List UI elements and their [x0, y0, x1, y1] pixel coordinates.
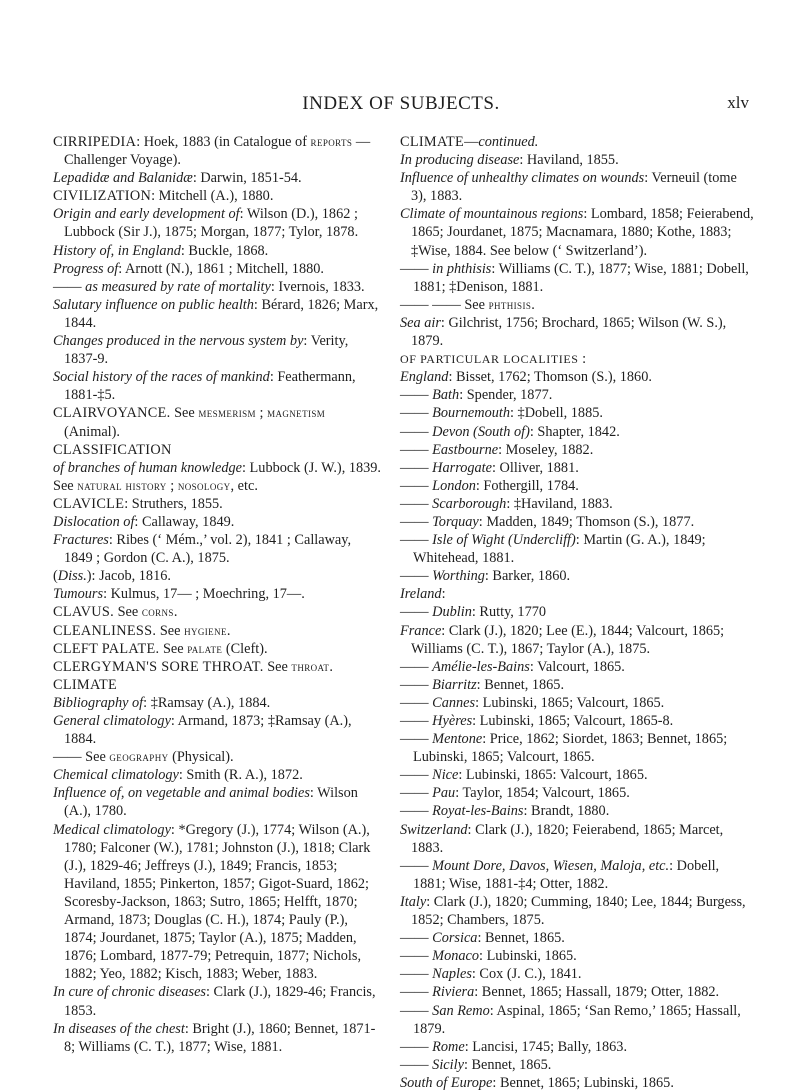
index-entry: —— —— See phthisis. — [400, 296, 535, 313]
index-entry: OF PARTICULAR LOCALITIES : — [400, 351, 587, 368]
index-entry: Dislocation of: Callaway, 1849. — [53, 513, 235, 530]
index-entry: CLASSIFICATION — [53, 441, 172, 458]
index-entry: —— Royat-les-Bains: Brandt, 1880. — [400, 803, 610, 820]
index-entry: Influence of unhealthy climates on wounds: Verneuil (tome 3), 1883. — [400, 170, 737, 205]
index-entry: —— Riviera: Bennet, 1865; Hassall, 1879; Otter, 1882. — [400, 984, 720, 1001]
index-entry: —— Harrogate: Olliver, 1881. — [400, 459, 579, 476]
index-entry: Lepadidæ and Balanidæ: Darwin, 1851-54. — [53, 170, 302, 187]
index-entry: Medical climatology: *Gregory (J.), 1774; Wilson (A.), 1780; Falconer (W.), 1781; Johnston (J.), 1818; Clark (J.), 1829-46; Jeffreys (J.), 1849; Francis, 1853; Haviland, 1855; Pinkerton, 1857; Gigot-Suard, 1862; Scoresby-Jackson, 1863; Sutro, 1865; Helfft, 1870; Armand, 1873; Douglas (C. H.), 1874; Pauly (P.), 1874; Jourdanet, 1875; Taylor (A.), 1875; Madden, 1876; Lombard, 1877-79; Petrequin, 1877; Nichols, 1882; Yeo, 1882; Kisch, 1883; Weber, 1883. — [53, 821, 371, 983]
index-entry: History of, in England: Buckle, 1868. — [53, 242, 269, 259]
index-entry: England: Bisset, 1762; Thomson (S.), 1860. — [400, 369, 652, 386]
index-entry: General climatology: Armand, 1873; ‡Ramsay (A.), 1884. — [53, 713, 352, 748]
index-entry: See natural history ; nosology, etc. — [53, 477, 258, 494]
index-entry: CLIMATE—continued. — [400, 134, 539, 150]
index-entry: —— Eastbourne: Moseley, 1882. — [400, 441, 594, 458]
page-header — [53, 93, 749, 117]
index-entry: —— Rome: Lancisi, 1745; Bally, 1863. — [400, 1038, 628, 1055]
index-entry: —— Naples: Cox (J. C.), 1841. — [400, 966, 582, 983]
index-entry: CLIMATE — [53, 676, 118, 693]
index-entry: Salutary influence on public health: Bérard, 1826; Marx, 1844. — [53, 296, 379, 331]
index-entry: In cure of chronic diseases: Clark (J.), 1829-46; Francis, 1853. — [53, 984, 376, 1019]
index-entry: Ireland: — [400, 586, 446, 603]
index-entry: CLEFT PALATE. See palate (Cleft). — [53, 640, 268, 657]
index-entry: CLAVUS. See corns. — [53, 604, 178, 621]
index-entry: —— San Remo: Aspinal, 1865; ‘San Remo,’ 1865; Hassall, 1879. — [400, 1002, 741, 1037]
index-entry: CLAVICLE: Struthers, 1855. — [53, 495, 223, 512]
index-entry: —— London: Fothergill, 1784. — [400, 477, 579, 494]
index-entry: CLAIRVOYANCE. See mesmerism ; magnetism (Animal). — [53, 405, 326, 440]
index-entry: —— Dublin: Rutty, 1770 — [400, 604, 547, 621]
index-entry: Tumours: Kulmus, 17— ; Moechring, 17—. — [53, 586, 305, 603]
index-entry: Bibliography of: ‡Ramsay (A.), 1884. — [53, 694, 271, 711]
index-entry: Changes produced in the nervous system by: Verity, 1837-9. — [53, 333, 349, 368]
index-entry: —— Scarborough: ‡Haviland, 1883. — [400, 495, 613, 512]
right-column — [400, 133, 755, 1092]
index-entry: —— Pau: Taylor, 1854; Valcourt, 1865. — [400, 785, 630, 802]
index-entry: Social history of the races of mankind: Feathermann, 1881-‡5. — [53, 369, 356, 404]
index-entry: In diseases of the chest: Bright (J.), 1860; Bennet, 1871-8; Williams (C. T.), 1877; Wise, 1881. — [53, 1020, 376, 1055]
page-title: INDEX OF SUBJECTS. — [302, 93, 500, 114]
index-entry: Sea air: Gilchrist, 1756; Brochard, 1865; Wilson (W. S.), 1879. — [400, 314, 727, 350]
index-entry: —— as measured by rate of mortality: Ivernois, 1833. — [53, 278, 365, 295]
index-entry: Fractures: Ribes (‘ Mém.,’ vol. 2), 1841 ; Callaway, 1849 ; Gordon (C. A.), 1875. — [53, 532, 352, 567]
index-entry: CLERGYMAN'S SORE THROAT. See throat. — [53, 658, 333, 675]
index-entry: —— Cannes: Lubinski, 1865; Valcourt, 1865. — [400, 694, 665, 711]
index-entry: —— Bournemouth: ‡Dobell, 1885. — [400, 405, 603, 422]
index-entry: —— Amélie-les-Bains: Valcourt, 1865. — [400, 658, 625, 675]
index-entry: Origin and early development of: Wilson (D.), 1862 ; Lubbock (Sir J.), 1875; Morgan, 1877; Tylor, 1878. — [53, 206, 359, 241]
index-entry: —— in phthisis: Williams (C. T.), 1877; Wise, 1881; Dobell, 1881; ‡Denison, 1881. — [400, 260, 749, 295]
index-entry: In producing disease: Haviland, 1855. — [400, 152, 619, 169]
index-entry: —— Monaco: Lubinski, 1865. — [400, 948, 577, 965]
index-entry: —— Mount Dore, Davos, Wiesen, Maloja, etc.: Dobell, 1881; Wise, 1881-‡4; Otter, 1882. — [400, 857, 720, 892]
index-entry: Chemical climatology: Smith (R. A.), 1872. — [53, 767, 303, 784]
index-entry: Climate of mountainous regions: Lombard, 1858; Feierabend, 1865; Jourdanet, 1875; Macnamara, 1880; Kothe, 1883; ‡Wise, 1884. See below (‘ Switzerland’). — [400, 206, 754, 259]
index-entry: —— Nice: Lubinski, 1865: Valcourt, 1865. — [400, 767, 648, 784]
index-entry: Switzerland: Clark (J.), 1820; Feierabend, 1865; Marcet, 1883. — [400, 821, 724, 856]
index-entry: Progress of: Arnott (N.), 1861 ; Mitchell, 1880. — [53, 260, 324, 277]
index-entry: CIVILIZATION: Mitchell (A.), 1880. — [53, 188, 274, 205]
index-entry: —— Biarritz: Bennet, 1865. — [400, 676, 565, 693]
index-entry: (Diss.): Jacob, 1816. — [53, 568, 171, 585]
index-entry: South of Europe: Bennet, 1865; Lubinski, 1865. — [400, 1074, 674, 1091]
index-entry: —— Torquay: Madden, 1849; Thomson (S.), 1877. — [400, 513, 695, 530]
index-entry: —— Worthing: Barker, 1860. — [400, 568, 571, 585]
index-entry: —— Bath: Spender, 1877. — [400, 387, 553, 404]
index-entry: —— Isle of Wight (Undercliff): Martin (G. A.), 1849; Whitehead, 1881. — [400, 532, 706, 567]
page-number: xlv — [727, 93, 749, 112]
index-entry: CLEANLINESS. See hygiene. — [53, 622, 231, 639]
index-entry: —— Hyères: Lubinski, 1865; Valcourt, 1865-8. — [400, 713, 674, 729]
index-entry: Influence of, on vegetable and animal bodies: Wilson (A.), 1780. — [53, 785, 358, 820]
index-entry: —— See geography (Physical). — [53, 749, 234, 766]
index-entry: France: Clark (J.), 1820; Lee (E.), 1844; Valcourt, 1865; Williams (C. T.), 1867; Taylor (A.), 1875. — [400, 622, 725, 657]
index-entry: CIRRIPEDIA: Hoek, 1883 (in Catalogue of reports —Challenger Voyage). — [53, 134, 371, 169]
left-column — [53, 133, 383, 1056]
index-entry: —— Mentone: Price, 1862; Siordet, 1863; Bennet, 1865; Lubinski, 1865; Valcourt, 1865. — [400, 731, 728, 766]
index-entry: Italy: Clark (J.), 1820; Cumming, 1840; Lee, 1844; Burgess, 1852; Chambers, 1875. — [400, 893, 746, 929]
index-entry: —— Sicily: Bennet, 1865. — [400, 1056, 552, 1073]
index-entry: —— Devon (South of): Shapter, 1842. — [400, 423, 620, 440]
index-entry: —— Corsica: Bennet, 1865. — [400, 930, 565, 947]
index-entry: of branches of human knowledge: Lubbock (J. W.), 1839. — [53, 459, 382, 476]
